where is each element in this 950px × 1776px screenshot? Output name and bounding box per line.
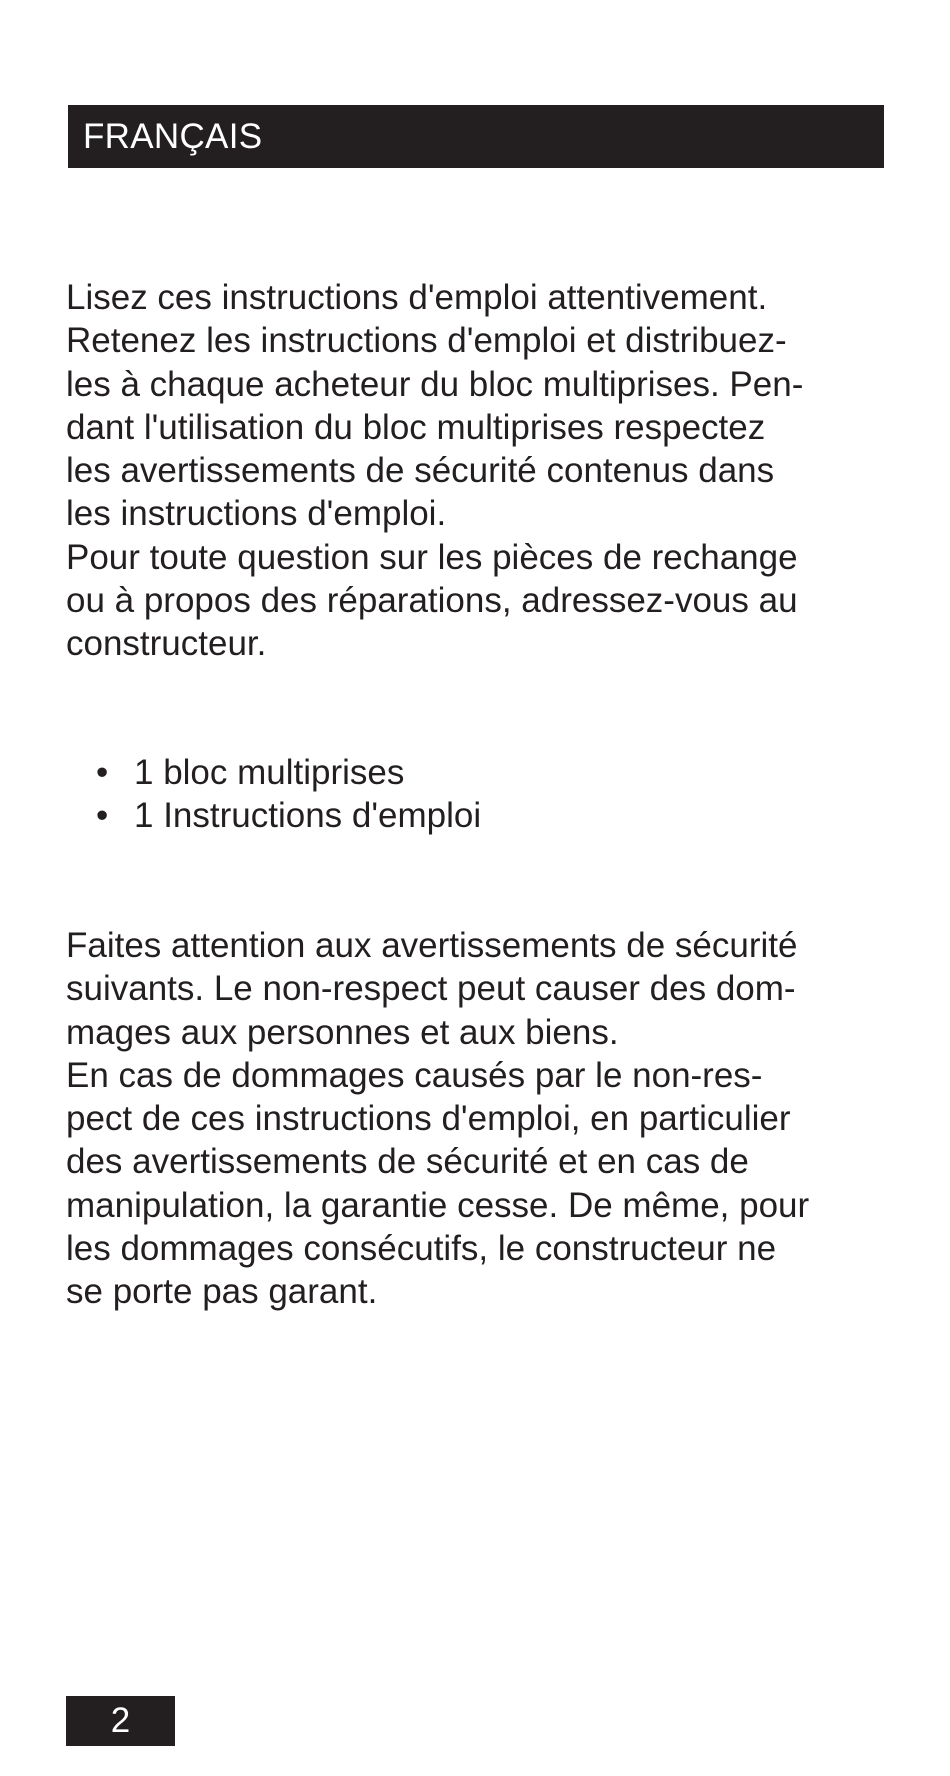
- text-line: constructeur.: [66, 624, 267, 664]
- text-line: ou à propos des réparations, adressez-vous au: [66, 581, 798, 621]
- text-line: les à chaque acheteur du bloc multiprises. Pen-: [66, 364, 804, 404]
- text-line: dant l'utilisation du bloc multiprises respectez: [66, 407, 766, 447]
- text-line: des avertissements de sécurité et en cas de: [66, 1142, 749, 1182]
- text-line: les instructions d'emploi.: [66, 494, 447, 534]
- list-item-label: 1 bloc multiprises: [134, 753, 405, 792]
- list-item: [96, 751, 481, 794]
- warnings-paragraph: [66, 924, 809, 1314]
- text-line: Retenez les instructions d'emploi et distribuez-: [66, 321, 787, 361]
- text-line: mages aux personnes et aux biens.: [66, 1012, 619, 1052]
- text-line: Faites attention aux avertissements de sécurité: [66, 926, 798, 965]
- text-line: En cas de dommages causés par le non-res-: [66, 1055, 763, 1095]
- intro-paragraph: [66, 276, 803, 666]
- list-item-label: 1 Instructions d'emploi: [134, 796, 482, 836]
- text-line: manipulation, la garantie cesse. De même, pour: [66, 1185, 810, 1225]
- bullet-icon: •: [96, 753, 109, 792]
- text-line: Pour toute question sur les pièces de rechange: [66, 537, 798, 577]
- section-title: FRANÇAIS: [83, 116, 263, 156]
- page-number: 2: [110, 1701, 131, 1740]
- text-line: les dommages consécutifs, le constructeur ne: [66, 1229, 777, 1269]
- bullet-icon: •: [96, 796, 109, 836]
- text-line: les avertissements de sécurité contenus dans: [66, 451, 775, 491]
- text-line: pect de ces instructions d'emploi, en particulier: [66, 1099, 791, 1139]
- section-header-bar: [68, 105, 884, 168]
- text-line: se porte pas garant.: [66, 1272, 378, 1312]
- text-line: suivants. Le non-respect peut causer des dom-: [66, 969, 796, 1009]
- page-number-box: [66, 1696, 175, 1746]
- list-item: [96, 794, 481, 837]
- package-contents-list: [96, 751, 481, 838]
- text-line: Lisez ces instructions d'emploi attentivement.: [66, 278, 768, 317]
